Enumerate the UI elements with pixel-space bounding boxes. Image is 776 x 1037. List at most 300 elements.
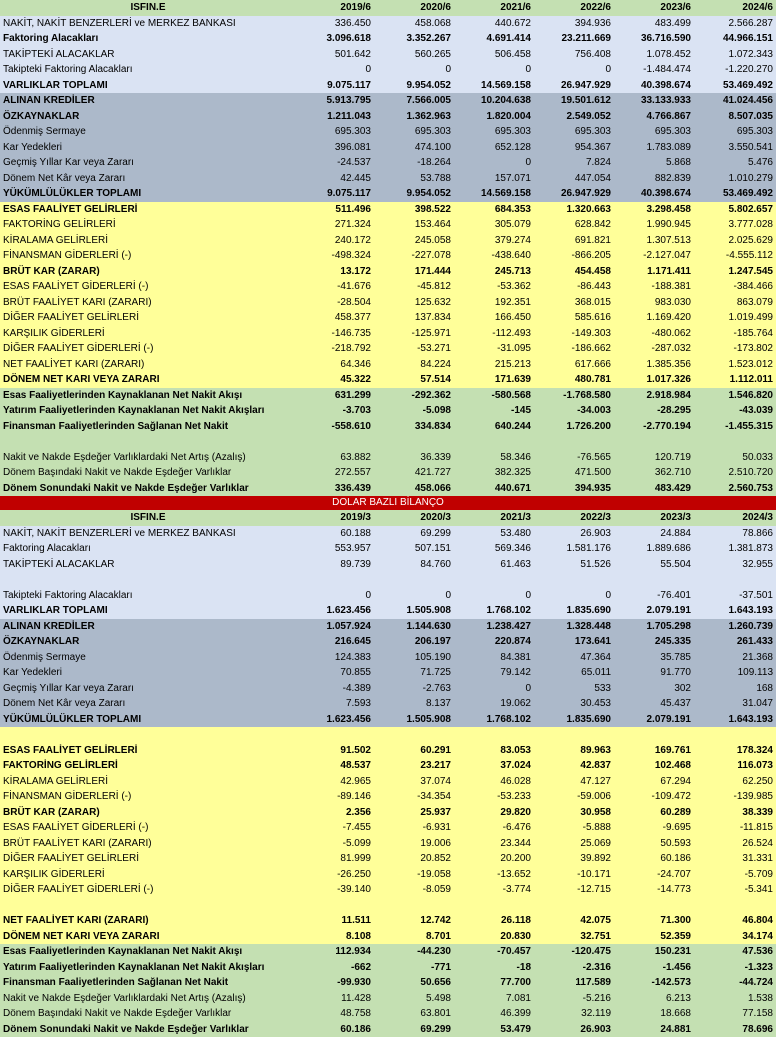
bottom-header-ticker: ISFIN.E [0, 510, 296, 526]
row-value: 2.918.984 [614, 388, 694, 404]
row-label: Esas Faaliyetlerinden Kaynaklanan Net Nakit Akışı [0, 388, 296, 404]
row-value: -558.610 [296, 419, 374, 435]
bottom-table-row [0, 603, 776, 619]
row-value: 882.839 [614, 171, 694, 187]
row-label: NAKİT, NAKİT BENZERLERİ ve MERKEZ BANKASI [0, 526, 296, 542]
row-value: 695.303 [694, 124, 776, 140]
row-label: ALINAN KREDİLER [0, 619, 296, 635]
row-value: 78.866 [694, 526, 776, 542]
row-value: 617.666 [534, 357, 614, 373]
row-label: Yatırım Faaliyetlerinden Kaynaklanan Net Nakit Akışları [0, 403, 296, 419]
row-value: -39.140 [296, 882, 374, 898]
top-table-row [0, 248, 776, 264]
row-value: 84.224 [374, 357, 454, 373]
row-value: -139.985 [694, 789, 776, 805]
row-value: 26.524 [694, 836, 776, 852]
row-value: 272.557 [296, 465, 374, 481]
bottom-spacer-row [0, 572, 776, 588]
bottom-table-row [0, 944, 776, 960]
row-value: 0 [454, 155, 534, 171]
row-label: FAKTORİNG GELİRLERİ [0, 217, 296, 233]
row-value: -1.456 [614, 960, 694, 976]
row-value [694, 434, 776, 450]
row-label: ÖZKAYNAKLAR [0, 109, 296, 125]
row-label: Kar Yedekleri [0, 140, 296, 156]
row-value: 44.966.151 [694, 31, 776, 47]
top-table-row [0, 155, 776, 171]
row-value: -771 [374, 960, 454, 976]
row-value: 511.496 [296, 202, 374, 218]
row-value: 756.408 [534, 47, 614, 63]
row-value: 1.078.452 [614, 47, 694, 63]
row-value: 53.479 [454, 1022, 534, 1037]
row-value: 1.581.176 [534, 541, 614, 557]
row-value: 1.643.193 [694, 603, 776, 619]
bottom-spacer-row [0, 898, 776, 914]
row-value: 52.359 [614, 929, 694, 945]
row-value: 2.549.052 [534, 109, 614, 125]
row-value: 47.364 [534, 650, 614, 666]
row-value: 153.464 [374, 217, 454, 233]
row-label: Nakit ve Nakde Eşdeğer Varlıklardaki Net Artış (Azalış) [0, 991, 296, 1007]
row-label: TAKİPTEKİ ALACAKLAR [0, 47, 296, 63]
bottom-table-row [0, 882, 776, 898]
row-value: -185.764 [694, 326, 776, 342]
row-label: Dönem Net Kâr veya Zararı [0, 171, 296, 187]
bottom-header-row [0, 510, 776, 526]
bottom-table-row [0, 541, 776, 557]
row-value: 533 [534, 681, 614, 697]
row-value: 362.710 [614, 465, 694, 481]
row-value [614, 434, 694, 450]
row-value: 48.537 [296, 758, 374, 774]
bottom-table-row [0, 696, 776, 712]
row-label: NAKİT, NAKİT BENZERLERİ ve MERKEZ BANKASI [0, 16, 296, 32]
row-value [296, 572, 374, 588]
row-value: 640.244 [454, 419, 534, 435]
row-value: 58.346 [454, 450, 534, 466]
row-value: 1.385.356 [614, 357, 694, 373]
row-label: Ödenmiş Sermaye [0, 124, 296, 140]
row-value: 42.837 [534, 758, 614, 774]
row-label: Ödenmiş Sermaye [0, 650, 296, 666]
row-value: 220.874 [454, 634, 534, 650]
row-value: 64.346 [296, 357, 374, 373]
row-value: -1.484.474 [614, 62, 694, 78]
row-value [374, 572, 454, 588]
row-label: KİRALAMA GELİRLERİ [0, 774, 296, 790]
row-label: KARŞILIK GİDERLERİ [0, 326, 296, 342]
row-value: 83.053 [454, 743, 534, 759]
top-header-period: 2022/6 [534, 0, 614, 16]
row-value: 1.169.420 [614, 310, 694, 326]
row-value: 1.238.427 [454, 619, 534, 635]
row-value: 261.433 [694, 634, 776, 650]
row-value: 1.072.343 [694, 47, 776, 63]
row-value: 173.641 [534, 634, 614, 650]
row-value: -384.466 [694, 279, 776, 295]
row-value: 14.569.158 [454, 78, 534, 94]
top-table-row [0, 78, 776, 94]
row-value: 483.429 [614, 481, 694, 497]
row-label: VARLIKLAR TOPLAMI [0, 603, 296, 619]
row-value: 447.054 [534, 171, 614, 187]
row-value: -28.504 [296, 295, 374, 311]
row-value: 171.639 [454, 372, 534, 388]
section-title-row [0, 496, 776, 510]
row-value: -120.475 [534, 944, 614, 960]
row-value: 37.074 [374, 774, 454, 790]
row-value: 61.463 [454, 557, 534, 573]
row-value: 1.523.012 [694, 357, 776, 373]
row-value: 77.158 [694, 1006, 776, 1022]
row-value: 69.299 [374, 1022, 454, 1037]
row-label: Takipteki Faktoring Alacakları [0, 62, 296, 78]
row-label: KİRALAMA GELİRLERİ [0, 233, 296, 249]
top-table-row [0, 388, 776, 404]
row-value: -14.773 [614, 882, 694, 898]
row-value: 9.075.117 [296, 186, 374, 202]
row-value: -53.233 [454, 789, 534, 805]
bottom-table-row [0, 634, 776, 650]
row-value: 46.028 [454, 774, 534, 790]
top-table-row [0, 233, 776, 249]
row-value: 398.522 [374, 202, 454, 218]
row-value: 32.119 [534, 1006, 614, 1022]
row-value: -86.443 [534, 279, 614, 295]
row-value: 9.954.052 [374, 186, 454, 202]
row-value: -5.888 [534, 820, 614, 836]
row-value: -227.078 [374, 248, 454, 264]
row-value: 55.504 [614, 557, 694, 573]
row-value: 26.947.929 [534, 186, 614, 202]
row-value: 1.112.011 [694, 372, 776, 388]
row-value: -3.774 [454, 882, 534, 898]
row-value: -89.146 [296, 789, 374, 805]
row-value: 53.480 [454, 526, 534, 542]
row-value: 71.725 [374, 665, 454, 681]
row-value: 2.356 [296, 805, 374, 821]
row-value: -109.472 [614, 789, 694, 805]
row-value: 3.096.618 [296, 31, 374, 47]
row-value: 4.691.414 [454, 31, 534, 47]
row-value: 695.303 [534, 124, 614, 140]
row-value: 10.204.638 [454, 93, 534, 109]
row-value: -9.695 [614, 820, 694, 836]
top-table-row [0, 47, 776, 63]
row-value: 1.783.089 [614, 140, 694, 156]
row-value: -53.362 [454, 279, 534, 295]
row-label: FİNANSMAN GİDERLERİ (-) [0, 789, 296, 805]
row-label: FİNANSMAN GİDERLERİ (-) [0, 248, 296, 264]
row-value: 38.339 [694, 805, 776, 821]
bottom-header-period: 2022/3 [534, 510, 614, 526]
row-value: 25.937 [374, 805, 454, 821]
bottom-table-row [0, 774, 776, 790]
row-value: -44.724 [694, 975, 776, 991]
row-value: 60.291 [374, 743, 454, 759]
row-value [694, 727, 776, 743]
bottom-table-row [0, 619, 776, 635]
row-value: 157.071 [454, 171, 534, 187]
row-value: 26.118 [454, 913, 534, 929]
row-value: 79.142 [454, 665, 534, 681]
top-table-row [0, 124, 776, 140]
row-value: 50.033 [694, 450, 776, 466]
row-value: -28.295 [614, 403, 694, 419]
row-value [296, 727, 374, 743]
row-value: 40.398.674 [614, 186, 694, 202]
row-value: 178.324 [694, 743, 776, 759]
row-value: -34.003 [534, 403, 614, 419]
row-value [534, 572, 614, 588]
row-value: -142.573 [614, 975, 694, 991]
bottom-table-row [0, 836, 776, 852]
row-value: 116.073 [694, 758, 776, 774]
row-value: 245.713 [454, 264, 534, 280]
row-value: 0 [296, 62, 374, 78]
row-value: 29.820 [454, 805, 534, 821]
row-value: 78.696 [694, 1022, 776, 1037]
row-value: 50.593 [614, 836, 694, 852]
row-value [454, 727, 534, 743]
row-value: 1.889.686 [614, 541, 694, 557]
row-value: 474.100 [374, 140, 454, 156]
row-value: 2.510.720 [694, 465, 776, 481]
top-table-row [0, 186, 776, 202]
row-value: 77.700 [454, 975, 534, 991]
row-value: 2.560.753 [694, 481, 776, 497]
row-value: 7.566.005 [374, 93, 454, 109]
top-table-row [0, 295, 776, 311]
row-value [296, 898, 374, 914]
row-label: NET FAALİYET KARI (ZARARI) [0, 357, 296, 373]
top-table-row [0, 16, 776, 32]
row-value: -19.058 [374, 867, 454, 883]
row-value: 20.200 [454, 851, 534, 867]
row-value: -8.059 [374, 882, 454, 898]
row-value: 245.058 [374, 233, 454, 249]
row-value: -1.768.580 [534, 388, 614, 404]
row-value: 69.299 [374, 526, 454, 542]
row-value: -2.316 [534, 960, 614, 976]
row-value: -580.568 [454, 388, 534, 404]
row-value: -6.476 [454, 820, 534, 836]
row-value: 19.062 [454, 696, 534, 712]
row-value: 1.057.924 [296, 619, 374, 635]
row-value: 1.505.908 [374, 712, 454, 728]
row-value: 2.079.191 [614, 712, 694, 728]
row-value: -18.264 [374, 155, 454, 171]
row-value: 45.322 [296, 372, 374, 388]
row-value: 1.017.326 [614, 372, 694, 388]
row-value: 1.171.411 [614, 264, 694, 280]
row-value: 84.760 [374, 557, 454, 573]
row-value: -146.735 [296, 326, 374, 342]
row-value: 1.381.873 [694, 541, 776, 557]
row-value: 1.320.663 [534, 202, 614, 218]
row-value: 117.589 [534, 975, 614, 991]
row-label: VARLIKLAR TOPLAMI [0, 78, 296, 94]
row-value: 124.383 [296, 650, 374, 666]
row-value: 480.781 [534, 372, 614, 388]
top-header-period: 2019/6 [296, 0, 374, 16]
row-value [374, 727, 454, 743]
bottom-table-row [0, 820, 776, 836]
row-value: -2.763 [374, 681, 454, 697]
row-value: 51.526 [534, 557, 614, 573]
row-label [0, 727, 296, 743]
row-value: -3.703 [296, 403, 374, 419]
top-header-period: 2024/6 [694, 0, 776, 16]
row-value: 91.502 [296, 743, 374, 759]
row-value: 458.066 [374, 481, 454, 497]
row-value: -188.381 [614, 279, 694, 295]
row-value: 1.144.630 [374, 619, 454, 635]
row-label: Geçmiş Yıllar Kar veya Zararı [0, 155, 296, 171]
top-header-period: 2023/6 [614, 0, 694, 16]
row-label: DİĞER FAALİYET GİDERLERİ (-) [0, 341, 296, 357]
row-value: -45.812 [374, 279, 454, 295]
row-value: 60.289 [614, 805, 694, 821]
row-value: 9.075.117 [296, 78, 374, 94]
row-value: 150.231 [614, 944, 694, 960]
row-value: 21.368 [694, 650, 776, 666]
row-value: 34.174 [694, 929, 776, 945]
row-value: 5.498 [374, 991, 454, 1007]
row-value: 0 [296, 588, 374, 604]
bottom-header-period: 2023/3 [614, 510, 694, 526]
row-label: ÖZKAYNAKLAR [0, 634, 296, 650]
row-label: ESAS FAALİYET GİDERLERİ (-) [0, 820, 296, 836]
row-value: 560.265 [374, 47, 454, 63]
top-table-row [0, 279, 776, 295]
bottom-table-row [0, 789, 776, 805]
row-value: 26.903 [534, 526, 614, 542]
row-label: TAKİPTEKİ ALACAKLAR [0, 557, 296, 573]
row-value: 36.716.590 [614, 31, 694, 47]
row-value: 1.362.963 [374, 109, 454, 125]
row-label: DÖNEM NET KARI VEYA ZARARI [0, 372, 296, 388]
row-value: 379.274 [454, 233, 534, 249]
row-value [694, 572, 776, 588]
row-value: -292.362 [374, 388, 454, 404]
row-value: 20.852 [374, 851, 454, 867]
row-value: 32.751 [534, 929, 614, 945]
row-value: 440.671 [454, 481, 534, 497]
row-label: Finansman Faaliyetlerinden Sağlanan Net Nakit [0, 419, 296, 435]
row-value: -11.815 [694, 820, 776, 836]
row-value: -5.099 [296, 836, 374, 852]
row-value: 1.835.690 [534, 712, 614, 728]
row-value: 0 [534, 588, 614, 604]
row-value: 2.079.191 [614, 603, 694, 619]
row-value: -24.707 [614, 867, 694, 883]
row-value: 1.820.004 [454, 109, 534, 125]
row-value: 48.758 [296, 1006, 374, 1022]
row-value: 394.936 [534, 16, 614, 32]
row-value: -145 [454, 403, 534, 419]
row-value: -287.032 [614, 341, 694, 357]
row-value: 50.656 [374, 975, 454, 991]
top-table-row [0, 403, 776, 419]
row-value: 3.298.458 [614, 202, 694, 218]
row-value: 421.727 [374, 465, 454, 481]
row-value: -438.640 [454, 248, 534, 264]
row-label: Dönem Sonundaki Nakit ve Nakde Eşdeğer Varlıklar [0, 1022, 296, 1037]
row-value: 216.645 [296, 634, 374, 650]
row-value: 11.511 [296, 913, 374, 929]
row-value: 240.172 [296, 233, 374, 249]
top-table-row [0, 93, 776, 109]
row-label: DÖNEM NET KARI VEYA ZARARI [0, 929, 296, 945]
row-value: 89.963 [534, 743, 614, 759]
row-value: 23.217 [374, 758, 454, 774]
row-value: 37.024 [454, 758, 534, 774]
top-table-body [0, 0, 776, 496]
row-value: -76.401 [614, 588, 694, 604]
row-label: Nakit ve Nakde Eşdeğer Varlıklardaki Net Artış (Azalış) [0, 450, 296, 466]
row-value: 169.761 [614, 743, 694, 759]
row-value: -43.039 [694, 403, 776, 419]
row-value: -99.930 [296, 975, 374, 991]
row-label: Faktoring Alacakları [0, 31, 296, 47]
row-value: 24.881 [614, 1022, 694, 1037]
row-label: YÜKÜMLÜLÜKLER TOPLAMI [0, 712, 296, 728]
row-value: 1.505.908 [374, 603, 454, 619]
row-value: -10.171 [534, 867, 614, 883]
row-value: 192.351 [454, 295, 534, 311]
row-value: 35.785 [614, 650, 694, 666]
row-value: 0 [454, 588, 534, 604]
row-value: 60.186 [296, 1022, 374, 1037]
row-value: 84.381 [454, 650, 534, 666]
row-value: 47.127 [534, 774, 614, 790]
row-value: -5.098 [374, 403, 454, 419]
row-value: 71.300 [614, 913, 694, 929]
row-value: 8.108 [296, 929, 374, 945]
row-label: Finansman Faaliyetlerinden Sağlanan Net Nakit [0, 975, 296, 991]
row-value: 394.935 [534, 481, 614, 497]
row-value: 652.128 [454, 140, 534, 156]
top-table-row [0, 62, 776, 78]
row-label: Faktoring Alacakları [0, 541, 296, 557]
bottom-table-row [0, 913, 776, 929]
top-table-row [0, 450, 776, 466]
row-value: 1.260.739 [694, 619, 776, 635]
row-value: 31.331 [694, 851, 776, 867]
row-value: -498.324 [296, 248, 374, 264]
row-value: 569.346 [454, 541, 534, 557]
top-table-row [0, 481, 776, 497]
row-value [614, 727, 694, 743]
row-value: 42.445 [296, 171, 374, 187]
section-title: DOLAR BAZLI BİLANÇO [0, 496, 776, 510]
row-value: 60.188 [296, 526, 374, 542]
top-header-period: 2021/6 [454, 0, 534, 16]
row-value: 24.884 [614, 526, 694, 542]
row-value: 46.804 [694, 913, 776, 929]
row-value: 458.068 [374, 16, 454, 32]
top-spacer-row [0, 434, 776, 450]
top-table-row [0, 326, 776, 342]
bottom-table-row [0, 960, 776, 976]
row-value: -44.230 [374, 944, 454, 960]
top-table-row [0, 140, 776, 156]
row-value: 3.352.267 [374, 31, 454, 47]
row-value: -1.323 [694, 960, 776, 976]
row-value: 2.566.287 [694, 16, 776, 32]
